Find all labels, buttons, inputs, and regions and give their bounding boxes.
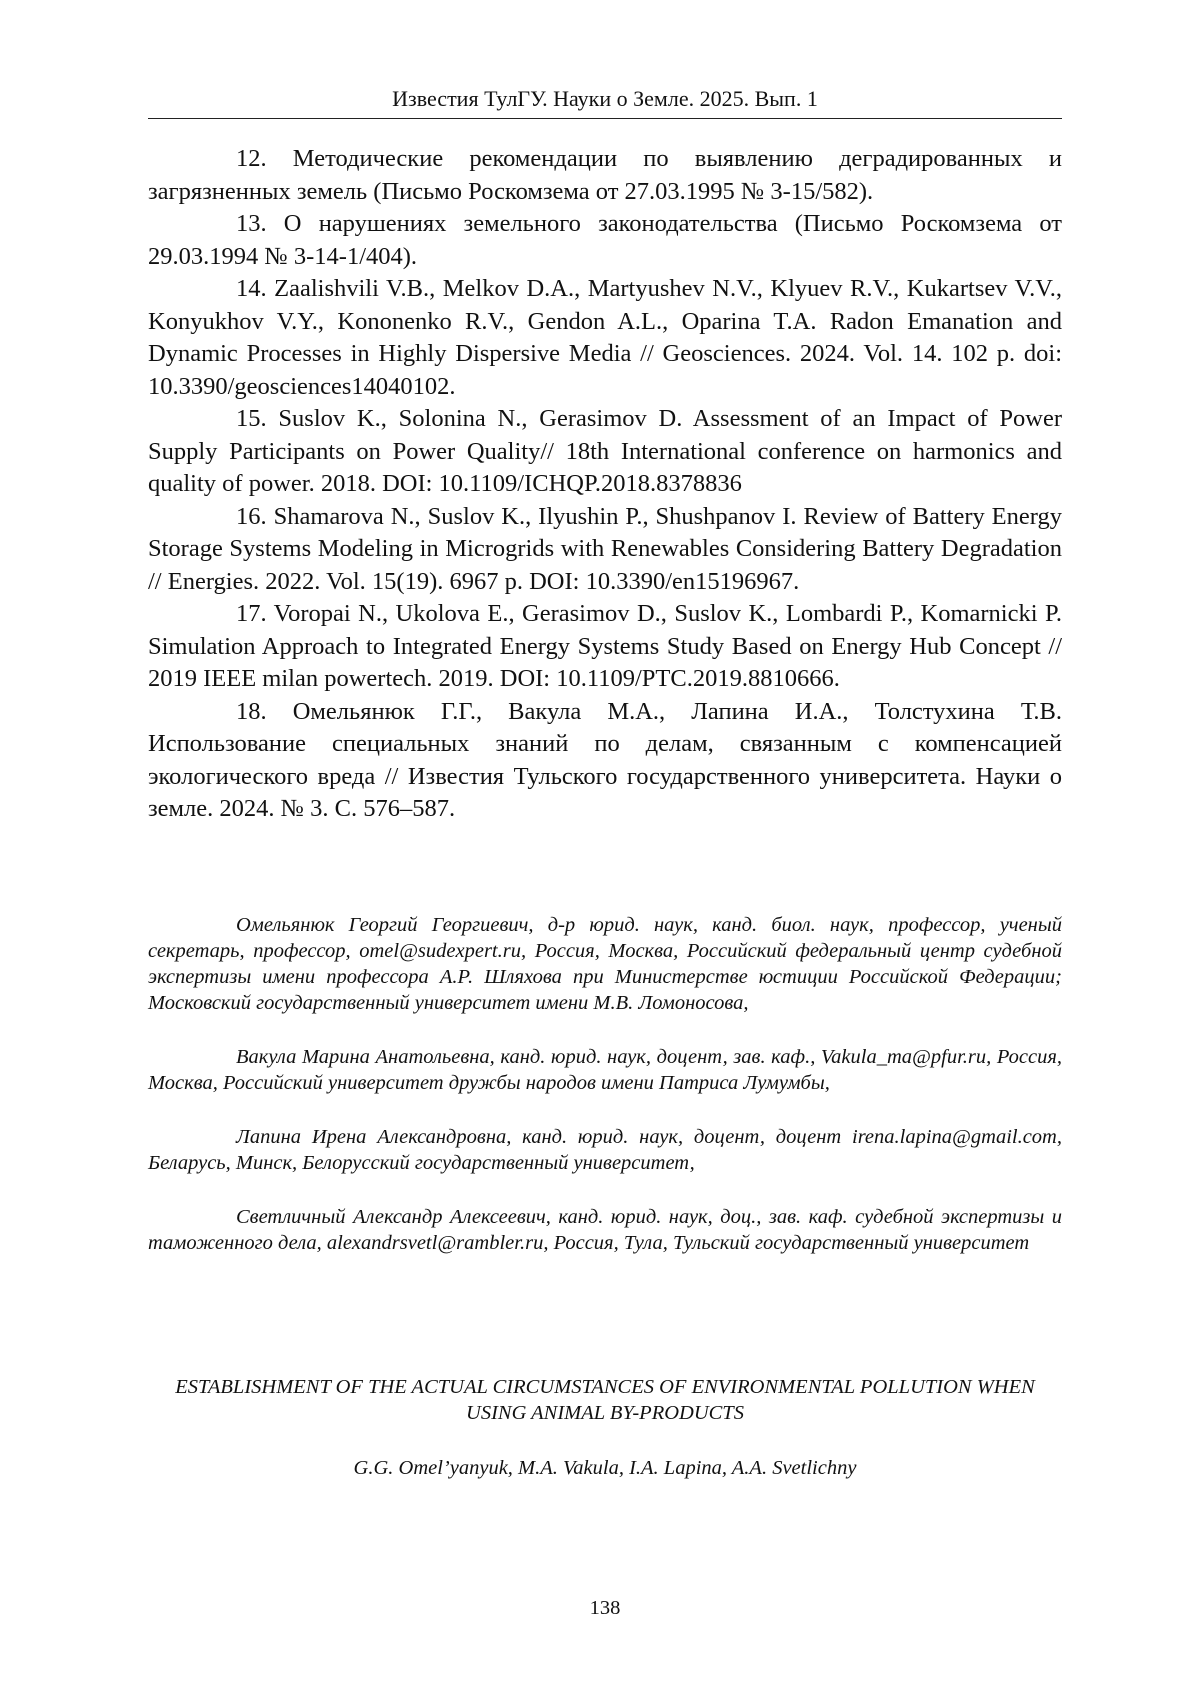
author-info-svetlichny: Светличный Александр Алексеевич, канд. юрид. наук, доц., зав. каф. судебной экспертизы и таможенного дела, alexandrsvetl@rambler.ru, Россия, Тула, Тульский государственный университет — [148, 1206, 1062, 1254]
running-header: Известия ТулГУ. Науки о Земле. 2025. Вып. 1 — [392, 86, 818, 111]
reference-item-13: 13. О нарушениях земельного законодательства (Письмо Роскомзема от 29.03.1994 № 3-14-1/404). — [148, 210, 1062, 270]
page-number: 138 — [589, 1597, 621, 1619]
author-info-omelyanyuk: Омельянюк Георгий Георгиевич, д-р юрид. наук, канд. биол. наук, профессор, ученый секретарь, профессор, omel@sudexpert.ru, Россия, Москва, Российский федеральный центр судебной экспертизы имени профессора А.Р. Шляхова при Министерстве юстиции Российской Федерации; Московский государственный университет имени М.В. Ломоносова, — [148, 914, 1062, 1014]
reference-item-16: 16. Shamarova N., Suslov K., Ilyushin P., Shushpanov I. Review of Battery Energy Storage Systems Modeling in Microgrids with Renewables Considering Battery Degradation // Energies. 2022. Vol. 15(19). 6967 p. DOI: 10.3390/en15196967. — [148, 502, 1062, 595]
reference-item-14: 14. Zaalishvili V.B., Melkov D.A., Martyushev N.V., Klyuev R.V., Kukartsev V.V., Konyukhov V.Y., Kononenko R.V., Gendon A.L., Oparina T.A. Radon Emanation and Dynamic Processes in Highly Dispersive Media // Geosciences. 2024. Vol. 14. 102 p. doi: 10.3390/geosciences14040102. — [148, 275, 1062, 400]
author-info-lapina: Лапина Ирена Александровна, канд. юрид. наук, доцент, доцент irena.lapina@gmail.com, Беларусь, Минск, Белорусский государственный университет, — [148, 1126, 1062, 1174]
reference-item-12: 12. Методические рекомендации по выявлению деградированных и загрязненных земель (Письмо Роскомзема от 27.03.1995 № 3-15/582). — [148, 145, 1062, 205]
english-author-list: G.G. Omel’yanyuk, M.A. Vakula, I.A. Lapina, A.A. Svetlichny — [353, 1457, 857, 1479]
author-info-vakula: Вакула Марина Анатольевна, канд. юрид. наук, доцент, зав. каф., Vakula_ma@pfur.ru, Россия, Москва, Российский университет дружбы народов имени Патриса Лумумбы, — [148, 1046, 1062, 1094]
reference-item-17: 17. Voropai N., Ukolova E., Gerasimov D., Suslov K., Lombardi P., Komarnicki P. Simulation Approach to Integrated Energy Systems Study Based on Energy Hub Concept // 2019 IEEE milan powertech. 2019. DOI: 10.1109/PTC.2019.8810666. — [148, 600, 1062, 692]
reference-item-15: 15. Suslov K., Solonina N., Gerasimov D. Assessment of an Impact of Power Supply Participants on Power Quality// 18th International conference on harmonics and quality of power. 2018. DOI: 10.1109/ICHQP.2018.8378836 — [148, 405, 1062, 497]
reference-item-18: 18. Омельянюк Г.Г., Вакула М.А., Лапина И.А., Толстухина Т.В. Использование специальных знаний по делам, связанным с компенсацией экологического вреда // Известия Тульского государственного университета. Науки о земле. 2024. № 3. С. 576–587. — [148, 697, 1062, 822]
english-article-title: ESTABLISHMENT OF THE ACTUAL CIRCUMSTANCES OF ENVIRONMENTAL POLLUTION WHEN USING ANIMAL BY-PRODUCTS — [175, 1376, 1035, 1424]
author-info-list — [148, 912, 1062, 1284]
reference-list — [148, 143, 1062, 826]
header-rule — [148, 118, 1062, 119]
